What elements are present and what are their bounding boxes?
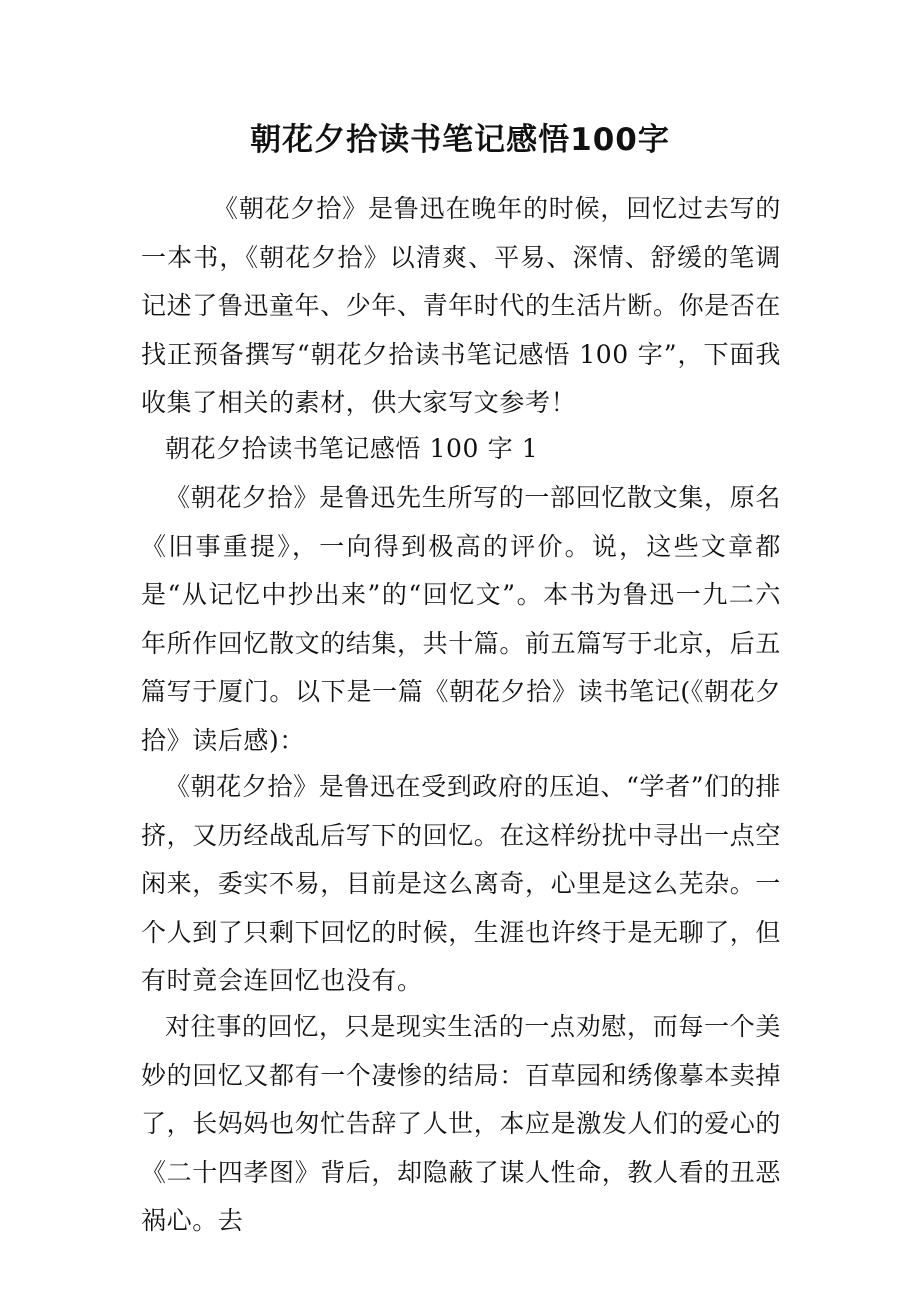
body-paragraph: 对往事的回忆，只是现实生活的一点劝慰，而每一个美妙的回忆又都有一个凄惨的结局：百草园和绣像摹本卖掉了，长妈妈也匆忙告辞了人世，本应是激发人们的爱心的《二十四孝图》背后，却隐蔽了谋人性命，教人看的丑恶祸心。去 bbox=[141, 1012, 782, 1235]
section-heading: 朝花夕拾读书笔记感悟 100 字 1 bbox=[165, 434, 539, 463]
page-title: 朝花夕拾读书笔记感悟100字 bbox=[250, 122, 670, 158]
body-paragraph: 《朝花夕拾》是鲁迅先生所写的一部回忆散文集，原名《旧事重提》，一向得到极高的评价。说，这些文章都是“从记忆中抄出来”的“回忆文”。本书为鲁迅一九二六年所作回忆散文的结集，共十篇。前五篇写于北京，后五篇写于厦门。以下是一篇《朝花夕拾》读书笔记(《朝花夕拾》读后感)： bbox=[141, 483, 782, 755]
body-paragraph: 《朝花夕拾》是鲁迅在受到政府的压迫、“学者”们的排挤，又历经战乱后写下的回忆。在这样纷扰中寻出一点空闲来，委实不易，目前是这么离奇，心里是这么芜杂。一个人到了只剩下回忆的时候，生涯也许终于是无聊了，但有时竟会连回忆也没有。 bbox=[141, 772, 782, 995]
intro-paragraph: 《朝花夕拾》是鲁迅在晚年的时候，回忆过去写的一本书，《朝花夕拾》以清爽、平易、深情、舒缓的笔调记述了鲁迅童年、少年、青年时代的生活片断。你是否在找正预备撰写“朝花夕拾读书笔记感悟 100 字”，下面我收集了相关的素材，供大家写文参考！ bbox=[141, 194, 782, 417]
